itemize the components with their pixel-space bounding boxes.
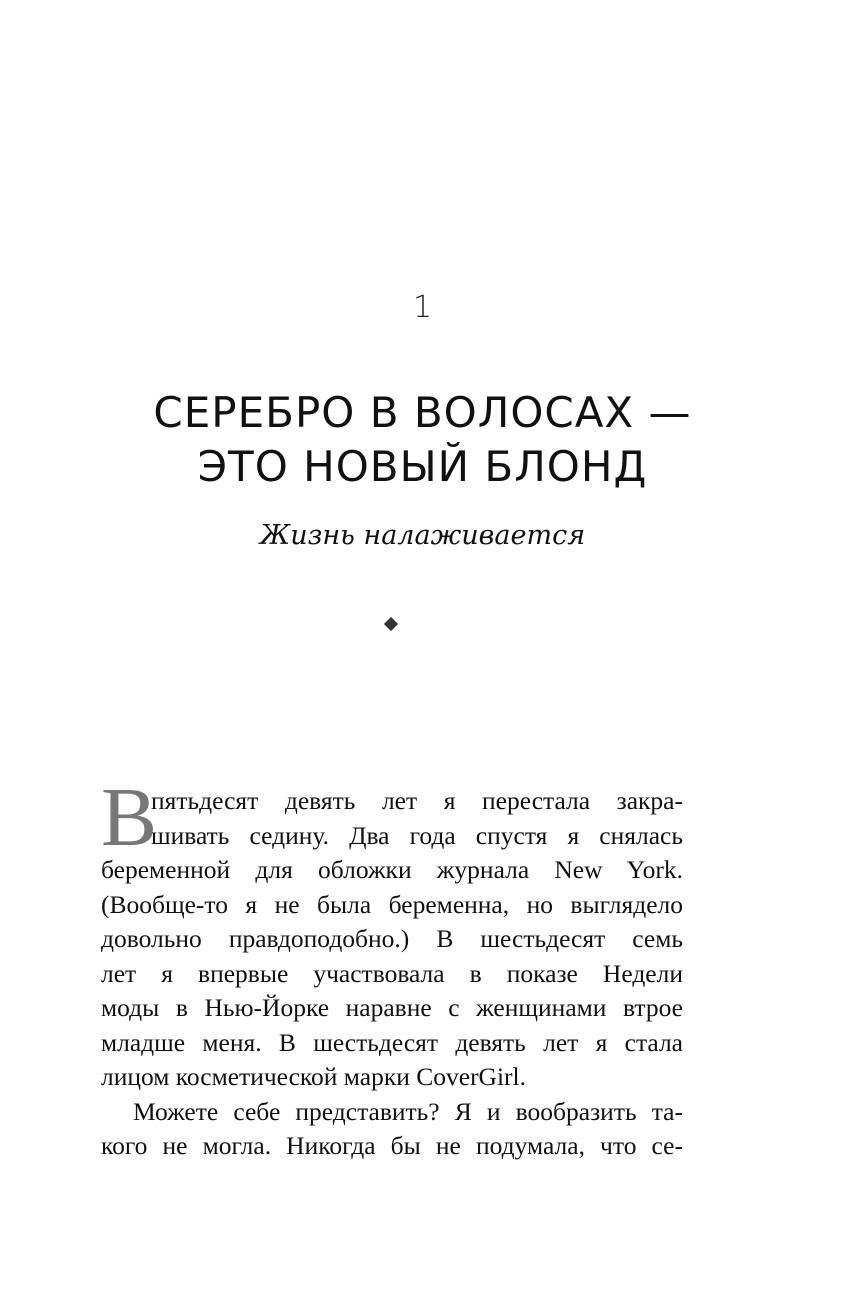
body-text (101, 771, 683, 1164)
text-line: лет я впервые участвовала в показе Недели (101, 958, 683, 988)
chapter-title-line-1: СЕРЕБРО В ВОЛОСАХ — (153, 388, 692, 437)
diamond-ornament-icon (384, 617, 398, 631)
text-line: моды в Нью-Йорке наравне с женщинами втрое (101, 993, 683, 1022)
text-line: беременной для обложки журнала New York. (101, 855, 683, 884)
chapter-title (60, 386, 785, 494)
chapter-subtitle: Жизнь налаживается (259, 520, 586, 551)
text-line: младше меня. В шестьдесят девять лет я стала (101, 1027, 683, 1057)
text-line: (Вообще-то я не была беременна, но выглядело (101, 889, 683, 919)
chapter-title-line-2: ЭТО НОВЫЙ БЛОНД (197, 442, 648, 491)
text-line: кого не могла. Никогда бы не подумала, что се- (101, 1131, 683, 1160)
text-line: довольно правдоподобно.) В шестьдесят семь (101, 924, 683, 953)
text-line: пятьдесят девять лет я перестала закра- (151, 786, 683, 815)
text-line: шивать седину. Два года спустя я снялась (151, 820, 683, 850)
drop-cap: В (101, 771, 158, 864)
text-line: лицом косметической марки CoverGirl. (101, 1062, 527, 1091)
chapter-number: 1 (412, 290, 433, 325)
text-line: Можете себе представить? Я и вообразить та- (133, 1096, 683, 1126)
